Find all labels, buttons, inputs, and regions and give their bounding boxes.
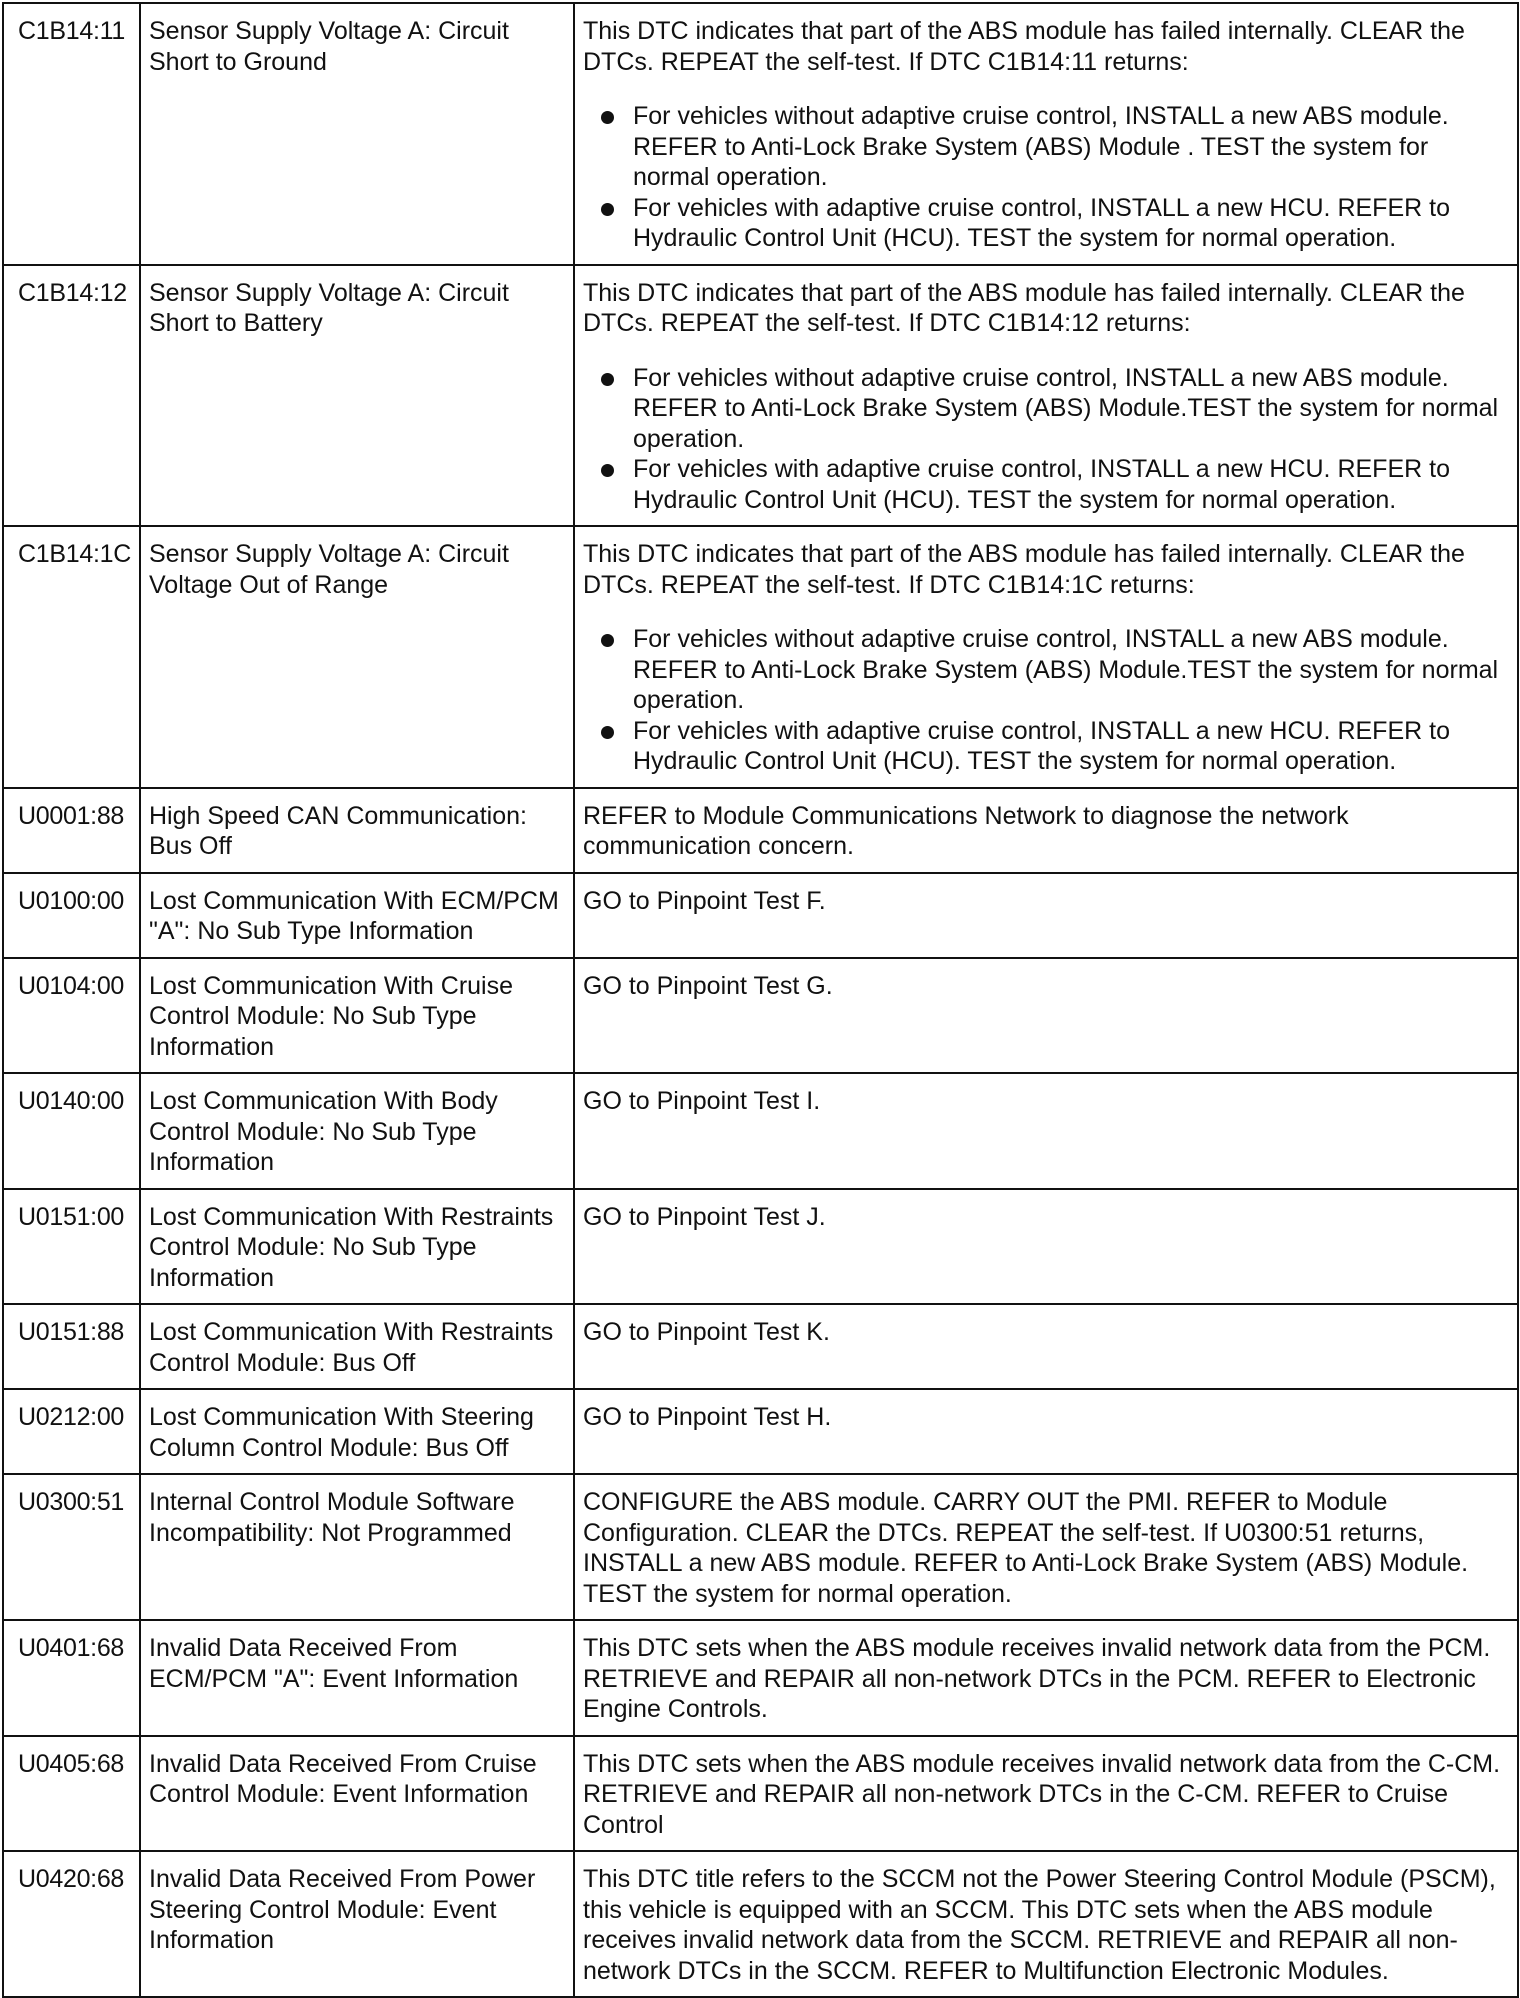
table-row [3, 1304, 1518, 1389]
table-row [3, 3, 1518, 265]
table-row [3, 1073, 1518, 1189]
dtc-description: Internal Control Module Software Incompatibility: Not Programmed [140, 1474, 574, 1620]
dtc-action [574, 3, 1518, 265]
dtc-description: Invalid Data Received From Power Steering Control Module: Event Information [140, 1851, 574, 1997]
dtc-action: GO to Pinpoint Test H. [574, 1389, 1518, 1474]
dtc-description: Lost Communication With Restraints Control Module: Bus Off [140, 1304, 574, 1389]
table-row [3, 1189, 1518, 1305]
dtc-code: U0151:88 [3, 1304, 140, 1389]
table-row [3, 1736, 1518, 1852]
dtc-code: U0212:00 [3, 1389, 140, 1474]
dtc-action: GO to Pinpoint Test K. [574, 1304, 1518, 1389]
dtc-description: Lost Communication With Body Control Module: No Sub Type Information [140, 1073, 574, 1189]
action-bullet: For vehicles with adaptive cruise control, INSTALL a new HCU. REFER to Hydraulic Control Unit (HCU). TEST the system for normal operation. [633, 716, 1505, 777]
dtc-description: Sensor Supply Voltage A: Circuit Voltage Out of Range [140, 526, 574, 788]
dtc-description: Sensor Supply Voltage A: Circuit Short to Ground [140, 3, 574, 265]
dtc-action: This DTC sets when the ABS module receives invalid network data from the PCM. RETRIEVE and REPAIR all non-network DTCs in the PCM. REFER to Electronic Engine Controls. [574, 1620, 1518, 1736]
dtc-action: GO to Pinpoint Test J. [574, 1189, 1518, 1305]
dtc-table-body [3, 3, 1518, 1997]
dtc-code: U0405:68 [3, 1736, 140, 1852]
dtc-action: CONFIGURE the ABS module. CARRY OUT the PMI. REFER to Module Configuration. CLEAR the DTCs. REPEAT the self-test. If U0300:51 returns, INSTALL a new ABS module. REFER to Anti-Lock Brake System (ABS) Module. TEST the system for normal operation. [574, 1474, 1518, 1620]
dtc-description: High Speed CAN Communication: Bus Off [140, 788, 574, 873]
dtc-code: U0001:88 [3, 788, 140, 873]
action-text: This DTC indicates that part of the ABS module has failed internally. CLEAR the DTCs. REPEAT the self-test. If DTC C1B14:1C returns: [583, 540, 1465, 599]
dtc-description: Invalid Data Received From Cruise Control Module: Event Information [140, 1736, 574, 1852]
table-row [3, 788, 1518, 873]
dtc-action: GO to Pinpoint Test F. [574, 873, 1518, 958]
action-bullet: For vehicles without adaptive cruise control, INSTALL a new ABS module. REFER to Anti-Lock Brake System (ABS) Module.TEST the system for normal operation. [633, 363, 1505, 455]
dtc-description: Lost Communication With Cruise Control Module: No Sub Type Information [140, 958, 574, 1074]
dtc-action: GO to Pinpoint Test I. [574, 1073, 1518, 1189]
action-bullet: For vehicles with adaptive cruise control, INSTALL a new HCU. REFER to Hydraulic Control Unit (HCU). TEST the system for normal operation. [633, 454, 1505, 515]
dtc-code: C1B14:12 [3, 265, 140, 527]
dtc-code: U0420:68 [3, 1851, 140, 1997]
dtc-code: U0104:00 [3, 958, 140, 1074]
table-row [3, 1620, 1518, 1736]
table-row [3, 873, 1518, 958]
dtc-code: U0401:68 [3, 1620, 140, 1736]
table-row [3, 1389, 1518, 1474]
table-row [3, 958, 1518, 1074]
dtc-code: C1B14:11 [3, 3, 140, 265]
dtc-action: This DTC sets when the ABS module receives invalid network data from the C-CM. RETRIEVE and REPAIR all non-network DTCs in the C-CM. REFER to Cruise Control [574, 1736, 1518, 1852]
dtc-code: U0151:00 [3, 1189, 140, 1305]
dtc-action: GO to Pinpoint Test G. [574, 958, 1518, 1074]
dtc-code: U0300:51 [3, 1474, 140, 1620]
dtc-action: REFER to Module Communications Network to diagnose the network communication concern. [574, 788, 1518, 873]
dtc-description: Lost Communication With Steering Column Control Module: Bus Off [140, 1389, 574, 1474]
dtc-table [2, 2, 1519, 1998]
action-bullet-list [583, 624, 1505, 777]
action-text: This DTC indicates that part of the ABS module has failed internally. CLEAR the DTCs. REPEAT the self-test. If DTC C1B14:11 returns: [583, 17, 1465, 76]
action-bullet-list [583, 363, 1505, 516]
table-row [3, 1474, 1518, 1620]
action-bullet: For vehicles without adaptive cruise control, INSTALL a new ABS module. REFER to Anti-Lock Brake System (ABS) Module.TEST the system for normal operation. [633, 624, 1505, 716]
dtc-code: C1B14:1C [3, 526, 140, 788]
action-bullet-list [583, 101, 1505, 254]
dtc-description: Lost Communication With Restraints Control Module: No Sub Type Information [140, 1189, 574, 1305]
dtc-description: Lost Communication With ECM/PCM "A": No Sub Type Information [140, 873, 574, 958]
dtc-action: This DTC title refers to the SCCM not the Power Steering Control Module (PSCM), this vehicle is equipped with an SCCM. This DTC sets when the ABS module receives invalid network data from the SCCM. RETRIEVE and REPAIR all non-network DTCs in the SCCM. REFER to Multifunction Electronic Modules. [574, 1851, 1518, 1997]
action-bullet: For vehicles with adaptive cruise control, INSTALL a new HCU. REFER to Hydraulic Control Unit (HCU). TEST the system for normal operation. [633, 193, 1505, 254]
dtc-description: Invalid Data Received From ECM/PCM "A": Event Information [140, 1620, 574, 1736]
table-row [3, 265, 1518, 527]
dtc-code: U0100:00 [3, 873, 140, 958]
dtc-code: U0140:00 [3, 1073, 140, 1189]
dtc-action [574, 526, 1518, 788]
table-row [3, 526, 1518, 788]
table-row [3, 1851, 1518, 1997]
dtc-description: Sensor Supply Voltage A: Circuit Short to Battery [140, 265, 574, 527]
action-bullet: For vehicles without adaptive cruise control, INSTALL a new ABS module. REFER to Anti-Lock Brake System (ABS) Module . TEST the system for normal operation. [633, 101, 1505, 193]
action-text: This DTC indicates that part of the ABS module has failed internally. CLEAR the DTCs. REPEAT the self-test. If DTC C1B14:12 returns: [583, 278, 1465, 337]
dtc-action [574, 265, 1518, 527]
